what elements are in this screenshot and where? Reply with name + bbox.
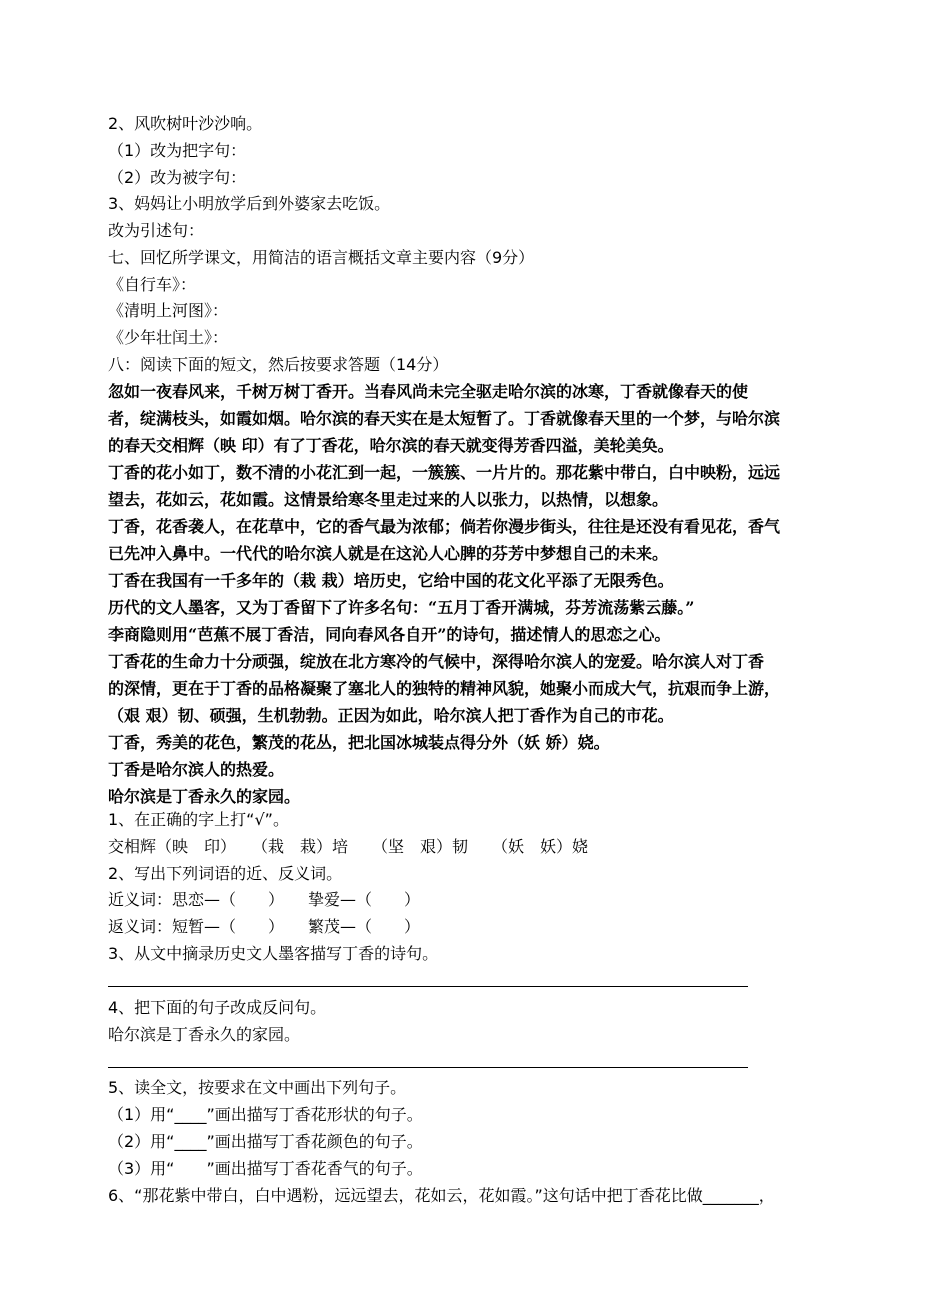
question-5-part-3: （3）用“ ”画出描写丁香花香气的句子。 <box>108 1159 423 1178</box>
item-2-bei-sentence: （2）改为被字句： <box>108 168 247 187</box>
passage-line: 丁香在我国有一千多年的（栽 栽）培历史，它给中国的花文化平添了无限秀色。 <box>108 571 674 590</box>
question-1: 1、在正确的字上打“√”。 <box>108 810 289 829</box>
passage-line: 已先冲入鼻中。一代代的哈尔滨人就是在这沁人心脾的芬芳中梦想自己的未来。 <box>108 544 669 563</box>
item-3-quote-prompt: 改为引述句： <box>108 221 205 240</box>
item-2-ba-sentence: （1）改为把字句： <box>108 141 247 160</box>
passage-line: 忽如一夜春风来，千树万树丁香开。当春风尚未完全驱走哈尔滨的冰寒，丁香就像春天的使 <box>108 382 749 401</box>
answer-line <box>108 986 748 987</box>
passage-line: 者，绽满枝头，如霞如烟。哈尔滨的春天实在是太短暂了。丁香就像春天里的一个梦，与哈尔滨 <box>108 409 781 428</box>
passage-line: 哈尔滨是丁香永久的家园。 <box>108 787 301 806</box>
question-5-part-1: （1）用“____”画出描写丁香花形状的句子。 <box>108 1105 423 1124</box>
passage-line: 的春天交相辉（映 印）有了丁香花，哈尔滨的春天就变得芳香四溢，美轮美奂。 <box>108 436 674 455</box>
answer-line <box>108 1067 748 1068</box>
question-3: 3、从文中摘录历史文人墨客描写丁香的诗句。 <box>108 944 439 963</box>
item-3-sentence: 3、妈妈让小明放学后到外婆家去吃饭。 <box>108 194 391 213</box>
passage-line: 李商隐则用“芭蕉不展丁香洁，同向春风各自开”的诗句，描述情人的思恋之心。 <box>108 625 671 644</box>
passage-line: 丁香花的生命力十分顽强，绽放在北方寒冷的气候中，深得哈尔滨人的宠爱。哈尔滨人对丁香 <box>108 652 765 671</box>
section-8-heading: 八：阅读下面的短文，然后按要求答题（14分） <box>108 355 449 374</box>
passage-line: 的深情，更在于丁香的品格凝聚了塞北人的独特的精神风貌，她聚小而成大气，抗艰而争上游， <box>108 679 781 698</box>
passage-line: 丁香，秀美的花色，繁茂的花丛，把北国冰城装点得分外（妖 娇）娆。 <box>108 733 610 752</box>
passage-line: 丁香的花小如丁，数不清的小花汇到一起，一簇簇、一片片的。那花紫中带白，白中映粉，远远 <box>108 463 781 482</box>
section-7-runtu: 《少年壮闰土》： <box>108 328 229 347</box>
passage-line: 丁香，花香袭人，在花草中，它的香气最为浓郁；倘若你漫步街头，往往是还没有看见花，香气 <box>108 517 781 536</box>
question-5: 5、读全文，按要求在文中画出下列句子。 <box>108 1078 407 1097</box>
question-2-synonyms: 近义词：思恋—（ ） 挚爱—（ ） <box>108 890 421 909</box>
passage-line: 丁香是哈尔滨人的热爱。 <box>108 760 285 779</box>
section-7-heading: 七、回忆所学课文，用简洁的语言概括文章主要内容（9分） <box>108 248 535 267</box>
question-4-sentence: 哈尔滨是丁香永久的家园。 <box>108 1025 301 1044</box>
question-2: 2、写出下列词语的近、反义词。 <box>108 864 343 883</box>
section-7-qingming: 《清明上河图》： <box>108 301 229 320</box>
passage-line: 历代的文人墨客，又为丁香留下了许多名句：“五月丁香开满城，芬芳流荡紫云藤。” <box>108 598 695 617</box>
question-4: 4、把下面的句子改成反问句。 <box>108 998 327 1017</box>
question-5-part-2: （2）用“____”画出描写丁香花颜色的句子。 <box>108 1132 423 1151</box>
item-2-sentence: 2、风吹树叶沙沙响。 <box>108 114 263 133</box>
passage-line: 望去，花如云，花如霞。这情景给寒冬里走过来的人以张力，以热情，以想象。 <box>108 490 669 509</box>
section-7-bicycle: 《自行车》： <box>108 275 197 294</box>
question-1-options: 交相辉（映 印） （栽 栽）培 （坚 艰）韧 （妖 妖）娆 <box>108 837 589 856</box>
question-6: 6、“那花紫中带白，白中遇粉，远远望去，花如云，花如霞。”这句话中把丁香花比做_______， <box>108 1186 775 1205</box>
question-2-antonyms: 返义词：短暂—（ ） 繁茂—（ ） <box>108 917 421 936</box>
passage-line: （艰 艰）韧、硕强，生机勃勃。正因为如此，哈尔滨人把丁香作为自己的市花。 <box>108 706 674 725</box>
